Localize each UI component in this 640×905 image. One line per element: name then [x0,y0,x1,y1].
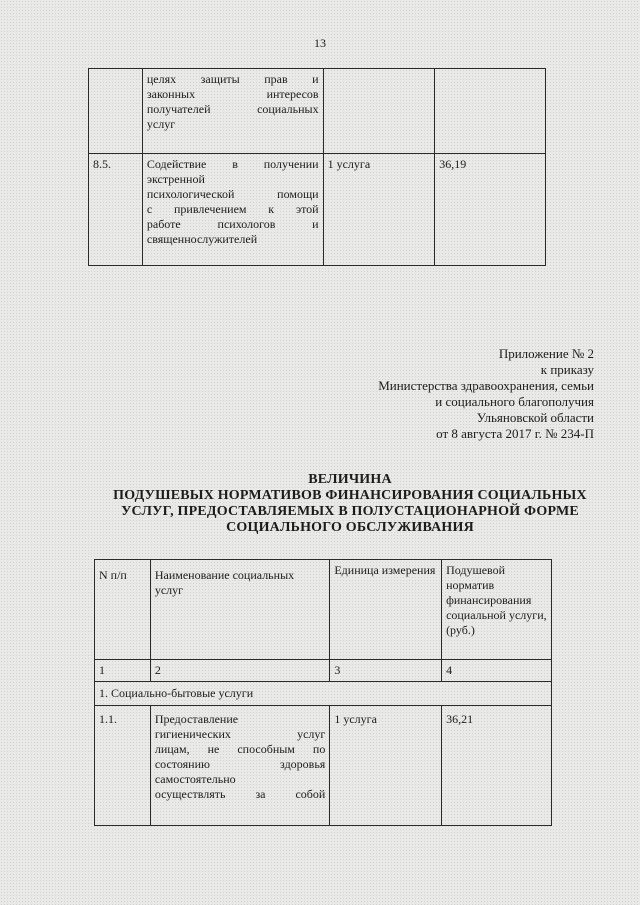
service-name [150,706,330,826]
unit-cell: 1 услуга [330,706,442,826]
appendix-line: Ульяновской области [476,410,594,425]
column-header-norm: Подушевой норматив финансирования социальной услуги, (руб.) [442,560,552,660]
service-name [142,69,323,154]
heading-line: СОЦИАЛЬНОГО ОБСЛУЖИВАНИЯ [226,520,474,535]
appendix-line: и социального благополучия [435,394,594,409]
section-title: 1. Социально-бытовые услуги [95,682,552,706]
value-cell [435,69,546,154]
service-name [142,154,323,266]
column-number-row [95,660,552,682]
service-name-line: самостоятельно [154,772,236,786]
section-row [95,682,552,706]
value-cell: 36,21 [442,706,552,826]
value-cell: 36,19 [435,154,546,266]
service-name-line: психологической помощи [146,187,319,201]
appendix-reference [378,346,594,442]
column-number: 4 [442,660,552,682]
appendix-line: Приложение № 2 [498,346,594,361]
page-number: 13 [314,36,326,50]
column-header-number: N п/п [95,560,151,660]
appendix-line: Министерства здравоохранения, семьи [378,378,594,393]
heading-line: ПОДУШЕВЫХ НОРМАТИВОВ ФИНАНСИРОВАНИЯ СОЦИАЛЬНЫХ [113,488,587,503]
service-name-line: целях защиты прав и [146,72,319,86]
appendix-line: к приказу [540,362,594,377]
service-name-line: работе психологов и [146,217,319,231]
service-name-line: с привлечением к этой [146,202,319,216]
service-name-line: лицам, не способным по [154,742,326,756]
service-name-line: осуществлять за собой [154,787,326,801]
column-number: 3 [330,660,442,682]
table-row [89,154,546,266]
row-number: 1.1. [95,706,151,826]
continued-services-table [88,68,546,266]
service-name-line: гигиенических услуг [154,727,326,741]
service-name-line: Предоставление [154,712,239,726]
document-heading [70,472,630,536]
unit-cell [323,69,435,154]
column-header-name: Наименование социальных услуг [150,560,330,660]
service-name-line: Содействие в получении [146,157,319,171]
service-name-line: состоянию здоровья [154,757,326,771]
service-name-line: услуг [146,117,176,131]
unit-cell: 1 услуга [323,154,435,266]
row-number: 8.5. [89,154,143,266]
table-row [95,706,552,826]
column-header-unit: Единица измерения [330,560,442,660]
funding-norms-table [94,559,552,826]
column-number: 1 [95,660,151,682]
service-name-line: законных интересов [146,87,319,101]
heading-line: ВЕЛИЧИНА [308,472,392,487]
appendix-line: от 8 августа 2017 г. № 234-П [436,426,594,441]
heading-line: УСЛУГ, ПРЕДОСТАВЛЯЕМЫХ В ПОЛУСТАЦИОНАРНОЙ ФОРМЕ [121,504,579,519]
column-number: 2 [150,660,330,682]
table-row [89,69,546,154]
service-name-line: священнослужителей [146,232,258,246]
row-number [89,69,143,154]
service-name-line: экстренной [146,172,205,186]
header-row [95,560,552,660]
service-name-line: получателей социальных [146,102,319,116]
